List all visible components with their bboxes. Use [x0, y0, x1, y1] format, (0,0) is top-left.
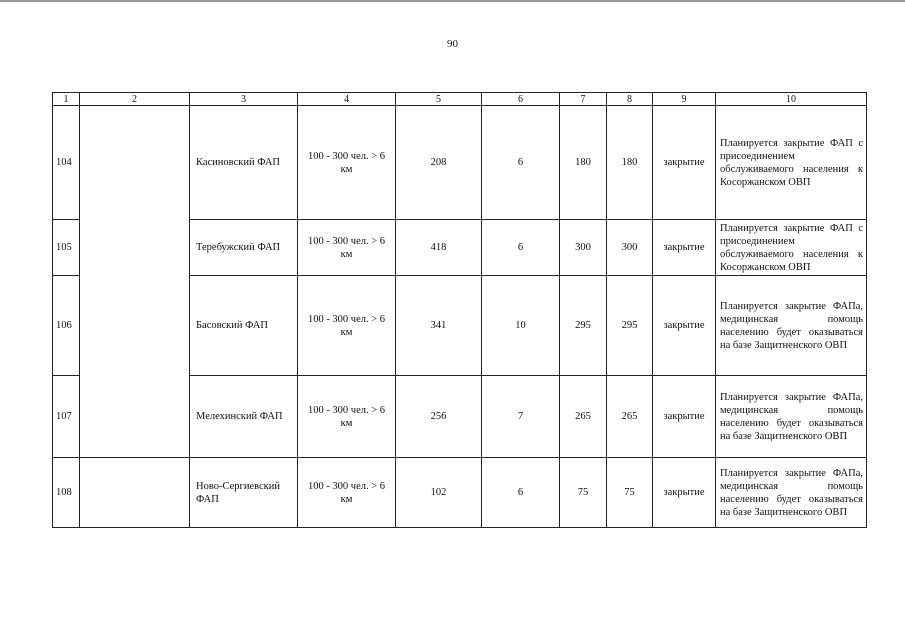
- column-header: 2: [80, 93, 190, 106]
- column-header: 7: [560, 93, 607, 106]
- population-category: 100 - 300 чел. > 6 км: [298, 376, 396, 458]
- cell-col5: 418: [396, 220, 482, 276]
- cell-col8: 300: [607, 220, 653, 276]
- table-header-row: [53, 93, 867, 106]
- column-header: 3: [190, 93, 298, 106]
- row-number: 107: [53, 376, 80, 458]
- column-header: 6: [482, 93, 560, 106]
- facility-name: Касиновский ФАП: [190, 106, 298, 220]
- cell-col6: 6: [482, 220, 560, 276]
- cell-col8: 265: [607, 376, 653, 458]
- cell-col8: 180: [607, 106, 653, 220]
- facility-name: Басовский ФАП: [190, 276, 298, 376]
- row-number: 104: [53, 106, 80, 220]
- cell-col7: 300: [560, 220, 607, 276]
- population-category: 100 - 300 чел. > 6 км: [298, 106, 396, 220]
- cell-col6: 7: [482, 376, 560, 458]
- cell-col7: 295: [560, 276, 607, 376]
- action-cell: закрытие: [653, 106, 716, 220]
- district-cell: [80, 106, 190, 458]
- cell-col5: 102: [396, 458, 482, 528]
- population-category: 100 - 300 чел. > 6 км: [298, 220, 396, 276]
- column-header: 9: [653, 93, 716, 106]
- row-number: 105: [53, 220, 80, 276]
- column-header: 5: [396, 93, 482, 106]
- population-category: 100 - 300 чел. > 6 км: [298, 458, 396, 528]
- column-header: 1: [53, 93, 80, 106]
- cell-col8: 75: [607, 458, 653, 528]
- district-cell: [80, 458, 190, 528]
- page-top-border: [0, 0, 905, 2]
- note-cell: [716, 220, 867, 276]
- row-number: 108: [53, 458, 80, 528]
- facility-name: Ново-Сергиевский ФАП: [190, 458, 298, 528]
- facility-name: Теребужский ФАП: [190, 220, 298, 276]
- note-cell: [716, 458, 867, 528]
- column-header: 4: [298, 93, 396, 106]
- cell-col7: 75: [560, 458, 607, 528]
- note-cell: [716, 376, 867, 458]
- table-row: [53, 106, 867, 220]
- action-cell: закрытие: [653, 220, 716, 276]
- note-text: Планируется закрытие ФАП с присоединением обслуживаемого населения к Косоржанском ОВП: [720, 137, 863, 188]
- cell-col5: 341: [396, 276, 482, 376]
- population-category: 100 - 300 чел. > 6 км: [298, 276, 396, 376]
- note-text: Планируется закрытие ФАПа, медицинская помощь населению будет оказываться на базе Защитненского ОВП: [720, 467, 863, 518]
- cell-col6: 10: [482, 276, 560, 376]
- table-row: [53, 458, 867, 528]
- action-cell: закрытие: [653, 458, 716, 528]
- column-header: 8: [607, 93, 653, 106]
- cell-col8: 295: [607, 276, 653, 376]
- action-cell: закрытие: [653, 376, 716, 458]
- cell-col7: 180: [560, 106, 607, 220]
- cell-col6: 6: [482, 458, 560, 528]
- note-text: Планируется закрытие ФАПа, медицинская помощь населению будет оказываться на базе Защитненского ОВП: [720, 391, 863, 442]
- note-text: Планируется закрытие ФАП с присоединением обслуживаемого населения к Косоржанском ОВП: [720, 222, 863, 273]
- note-cell: [716, 106, 867, 220]
- cell-col5: 208: [396, 106, 482, 220]
- row-number: 106: [53, 276, 80, 376]
- cell-col5: 256: [396, 376, 482, 458]
- action-cell: закрытие: [653, 276, 716, 376]
- page-number: 90: [447, 38, 458, 50]
- cell-col7: 265: [560, 376, 607, 458]
- facility-name: Мелехинский ФАП: [190, 376, 298, 458]
- note-cell: [716, 276, 867, 376]
- facilities-table: [52, 92, 867, 528]
- note-text: Планируется закрытие ФАПа, медицинская помощь населению будет оказываться на базе Защитненского ОВП: [720, 300, 863, 351]
- cell-col6: 6: [482, 106, 560, 220]
- column-header: 10: [716, 93, 867, 106]
